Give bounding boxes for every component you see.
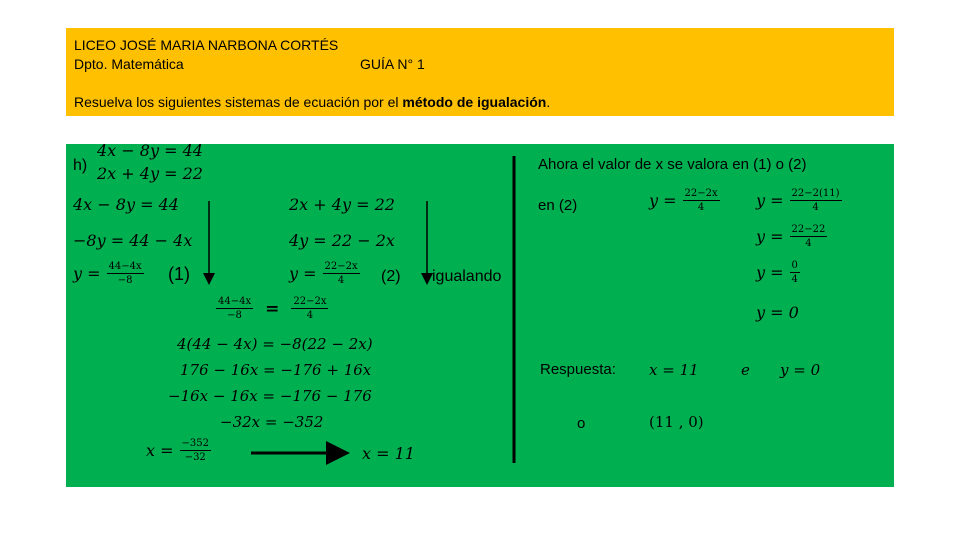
exercise-label: h) [73,157,88,174]
x-lhs: x = [146,441,174,460]
equate-line4: −32x = −352 [220,413,324,431]
left-step1: 4x − 8y = 44 [73,195,179,214]
department-label: Dpto. Matemática [74,56,184,72]
right-y-d-den: 4 [791,274,798,285]
right-y-a-lhs: y = [649,191,677,210]
right-en2: en (2) [538,197,578,214]
instruction-post: . [546,94,551,110]
mid-y-num: 22−2x [324,261,358,272]
x-num: −352 [181,438,209,449]
mid-y-lhs: y = [289,264,317,283]
equate-right-num: 22−2x [293,296,327,307]
right-y-a-den: 4 [697,202,705,213]
instruction-pre: Resuelva los siguientes sistemas de ecuación por el [74,94,403,110]
right-y-b-den: 4 [812,202,819,213]
mid-step1: 2x + 4y = 22 [289,195,395,214]
right-y-b-lhs: y = [756,191,784,210]
respuesta-label: Respuesta: [540,361,616,378]
equate-line3: −16x − 16x = −176 − 176 [168,387,372,405]
mid-tag: (2) [381,268,401,285]
school-name: LICEO JOSÉ MARIA NARBONA CORTÉS [74,37,339,53]
right-y-d-num: 0 [791,260,798,271]
answer-or: o [577,415,586,432]
right-y-c-lhs: y = [756,227,784,246]
left-y-lhs: y = [73,264,101,283]
instruction-method: método de igualación [402,94,547,110]
answer-and: e [741,361,750,379]
x-den: −32 [184,452,206,463]
answer-y: y = 0 [780,361,821,379]
right-y-b-num: 22−2(11) [791,188,840,199]
equate-sign: = [265,298,280,319]
equate-left-num: 44−4x [218,296,252,307]
left-tag: (1) [168,264,190,284]
equate-line2: 176 − 16x = −176 + 16x [180,361,372,379]
system-eq2: 2x + 4y = 22 [97,164,203,183]
left-step2: −8y = 44 − 4x [73,231,193,250]
right-intro: Ahora el valor de x se valora en (1) o (2) [538,156,807,173]
answer-x: x = 11 [649,361,699,379]
left-y-num: 44−4x [108,261,142,272]
right-y-zero: y = 0 [756,303,799,322]
equate-right-den: 4 [306,310,314,321]
mid-step2: 4y = 22 − 2x [289,231,395,250]
right-y-d-lhs: y = [756,263,784,282]
right-y-c-num: 22−22 [791,224,826,235]
right-y-c-den: 4 [805,238,812,249]
guide-number: GUÍA N° 1 [360,56,425,72]
equate-left-den: −8 [227,310,242,321]
equate-line1: 4(44 − 4x) = −8(22 − 2x) [177,335,373,353]
system-eq1: 4x − 8y = 44 [97,141,203,160]
left-y-den: −8 [117,275,133,286]
answer-pair: (11 , 0) [649,413,704,431]
igualando-label: igualando [432,268,502,285]
right-y-a-num: 22−2x [684,188,718,199]
mid-y-den: 4 [337,275,345,286]
x-result: x = 11 [362,444,415,463]
